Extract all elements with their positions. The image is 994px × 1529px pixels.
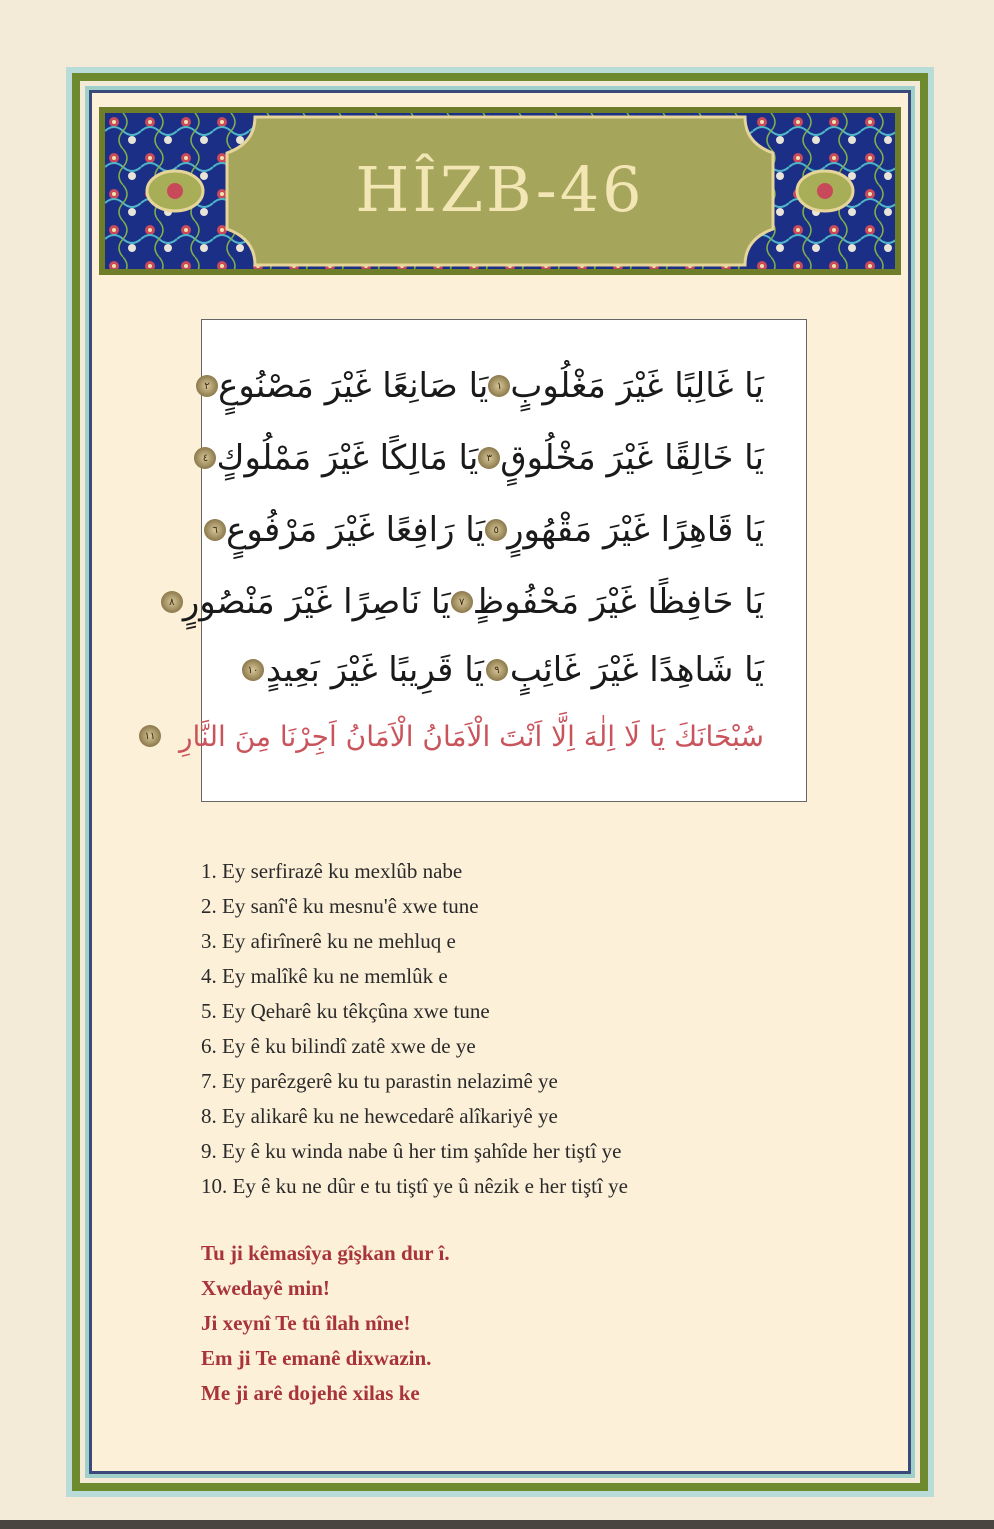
list-item: 9. Ey ê ku winda nabe û her tim şahîde her tiştî ye <box>201 1139 622 1163</box>
closing-line: Xwedayê min! <box>201 1276 330 1300</box>
list-item: 6. Ey ê ku bilindî zatê xwe de ye <box>201 1034 476 1058</box>
closing-prayer <box>201 1238 801 1413</box>
verse-marker: ٣ <box>478 447 500 469</box>
list-item: 10. Ey ê ku ne dûr e tu tiştî ye û nêzik e her tiştî ye <box>201 1174 628 1198</box>
closing-line: Em ji Te emanê dixwazin. <box>201 1346 432 1370</box>
verse-marker: ٤ <box>194 447 216 469</box>
arabic-phrase: يَا شَاهِدًا غَيْرَ غَائِبٍ <box>509 650 764 690</box>
verse-marker: ١١ <box>139 725 161 747</box>
arabic-phrase: يَا حَافِظًا غَيْرَ مَحْفُوظٍ <box>472 582 764 622</box>
verse-marker: ٧ <box>451 591 473 613</box>
arabic-line <box>242 640 764 700</box>
arabic-line <box>204 356 764 416</box>
arabic-phrase: يَا مَالِكًا غَيْرَ مَمْلُوكٍ <box>216 438 479 478</box>
arabic-closing-line <box>144 706 764 766</box>
arabic-phrase: يَا غَالِبًا غَيْرَ مَغْلُوبٍ <box>510 366 764 406</box>
arabic-text-box <box>144 319 807 802</box>
header-banner <box>99 107 901 275</box>
verse-marker: ٨ <box>161 591 183 613</box>
arabic-phrase: يَا قَرِيبًا غَيْرَ بَعِيدٍ <box>265 650 485 690</box>
page-title: HÎZB-46 <box>355 153 645 226</box>
verse-marker: ٢ <box>196 375 218 397</box>
verse-marker: ٦ <box>204 519 226 541</box>
arabic-phrase: يَا قَاهِرًا غَيْرَ مَقْهُورٍ <box>507 510 764 550</box>
arabic-line <box>169 572 764 632</box>
arabic-phrase: يَا رَافِعًا غَيْرَ مَرْفُوعٍ <box>226 510 486 550</box>
list-item: 8. Ey alikarê ku ne hewcedarê alîkariyê ye <box>201 1104 558 1128</box>
list-item: 3. Ey afirînerê ku ne mehluq e <box>201 929 456 953</box>
arabic-phrase: يَا خَالِقًا غَيْرَ مَخْلُوقٍ <box>500 438 764 478</box>
closing-line: Ji xeynî Te tû îlah nîne! <box>201 1311 411 1335</box>
list-item: 1. Ey serfirazê ku mexlûb nabe <box>201 859 463 883</box>
list-item: 2. Ey sanî'ê ku mesnu'ê xwe tune <box>201 894 479 918</box>
arabic-phrase: يَا نَاصِرًا غَيْرَ مَنْصُورٍ <box>182 582 451 622</box>
verse-marker: ٥ <box>485 519 507 541</box>
screen-bottom-bar <box>0 1520 994 1529</box>
arabic-phrase: يَا صَانِعًا غَيْرَ مَصْنُوعٍ <box>218 366 489 406</box>
list-item: 5. Ey Qeharê ku têkçûna xwe tune <box>201 999 490 1023</box>
verse-marker: ٩ <box>486 659 508 681</box>
arabic-line <box>212 500 764 560</box>
list-item: 7. Ey parêzgerê ku tu parastin nelazimê ye <box>201 1069 558 1093</box>
verse-marker: ١ <box>488 375 510 397</box>
list-item: 4. Ey malîkê ku ne memlûk e <box>201 964 448 988</box>
arabic-closing-phrase: سُبْحَانَكَ يَا لَا اِلٰهَ اِلَّا اَنْتَ الْاَمَانُ الْاَمَانُ اَجِرْنَا مِنَ النَّارِ <box>178 719 764 753</box>
closing-line: Tu ji kêmasîya gîşkan dur î. <box>201 1241 450 1265</box>
closing-line: Me ji arê dojehê xilas ke <box>201 1381 420 1405</box>
translation-list <box>201 856 841 1206</box>
verse-marker: ١٠ <box>242 659 264 681</box>
arabic-line <box>202 428 764 488</box>
